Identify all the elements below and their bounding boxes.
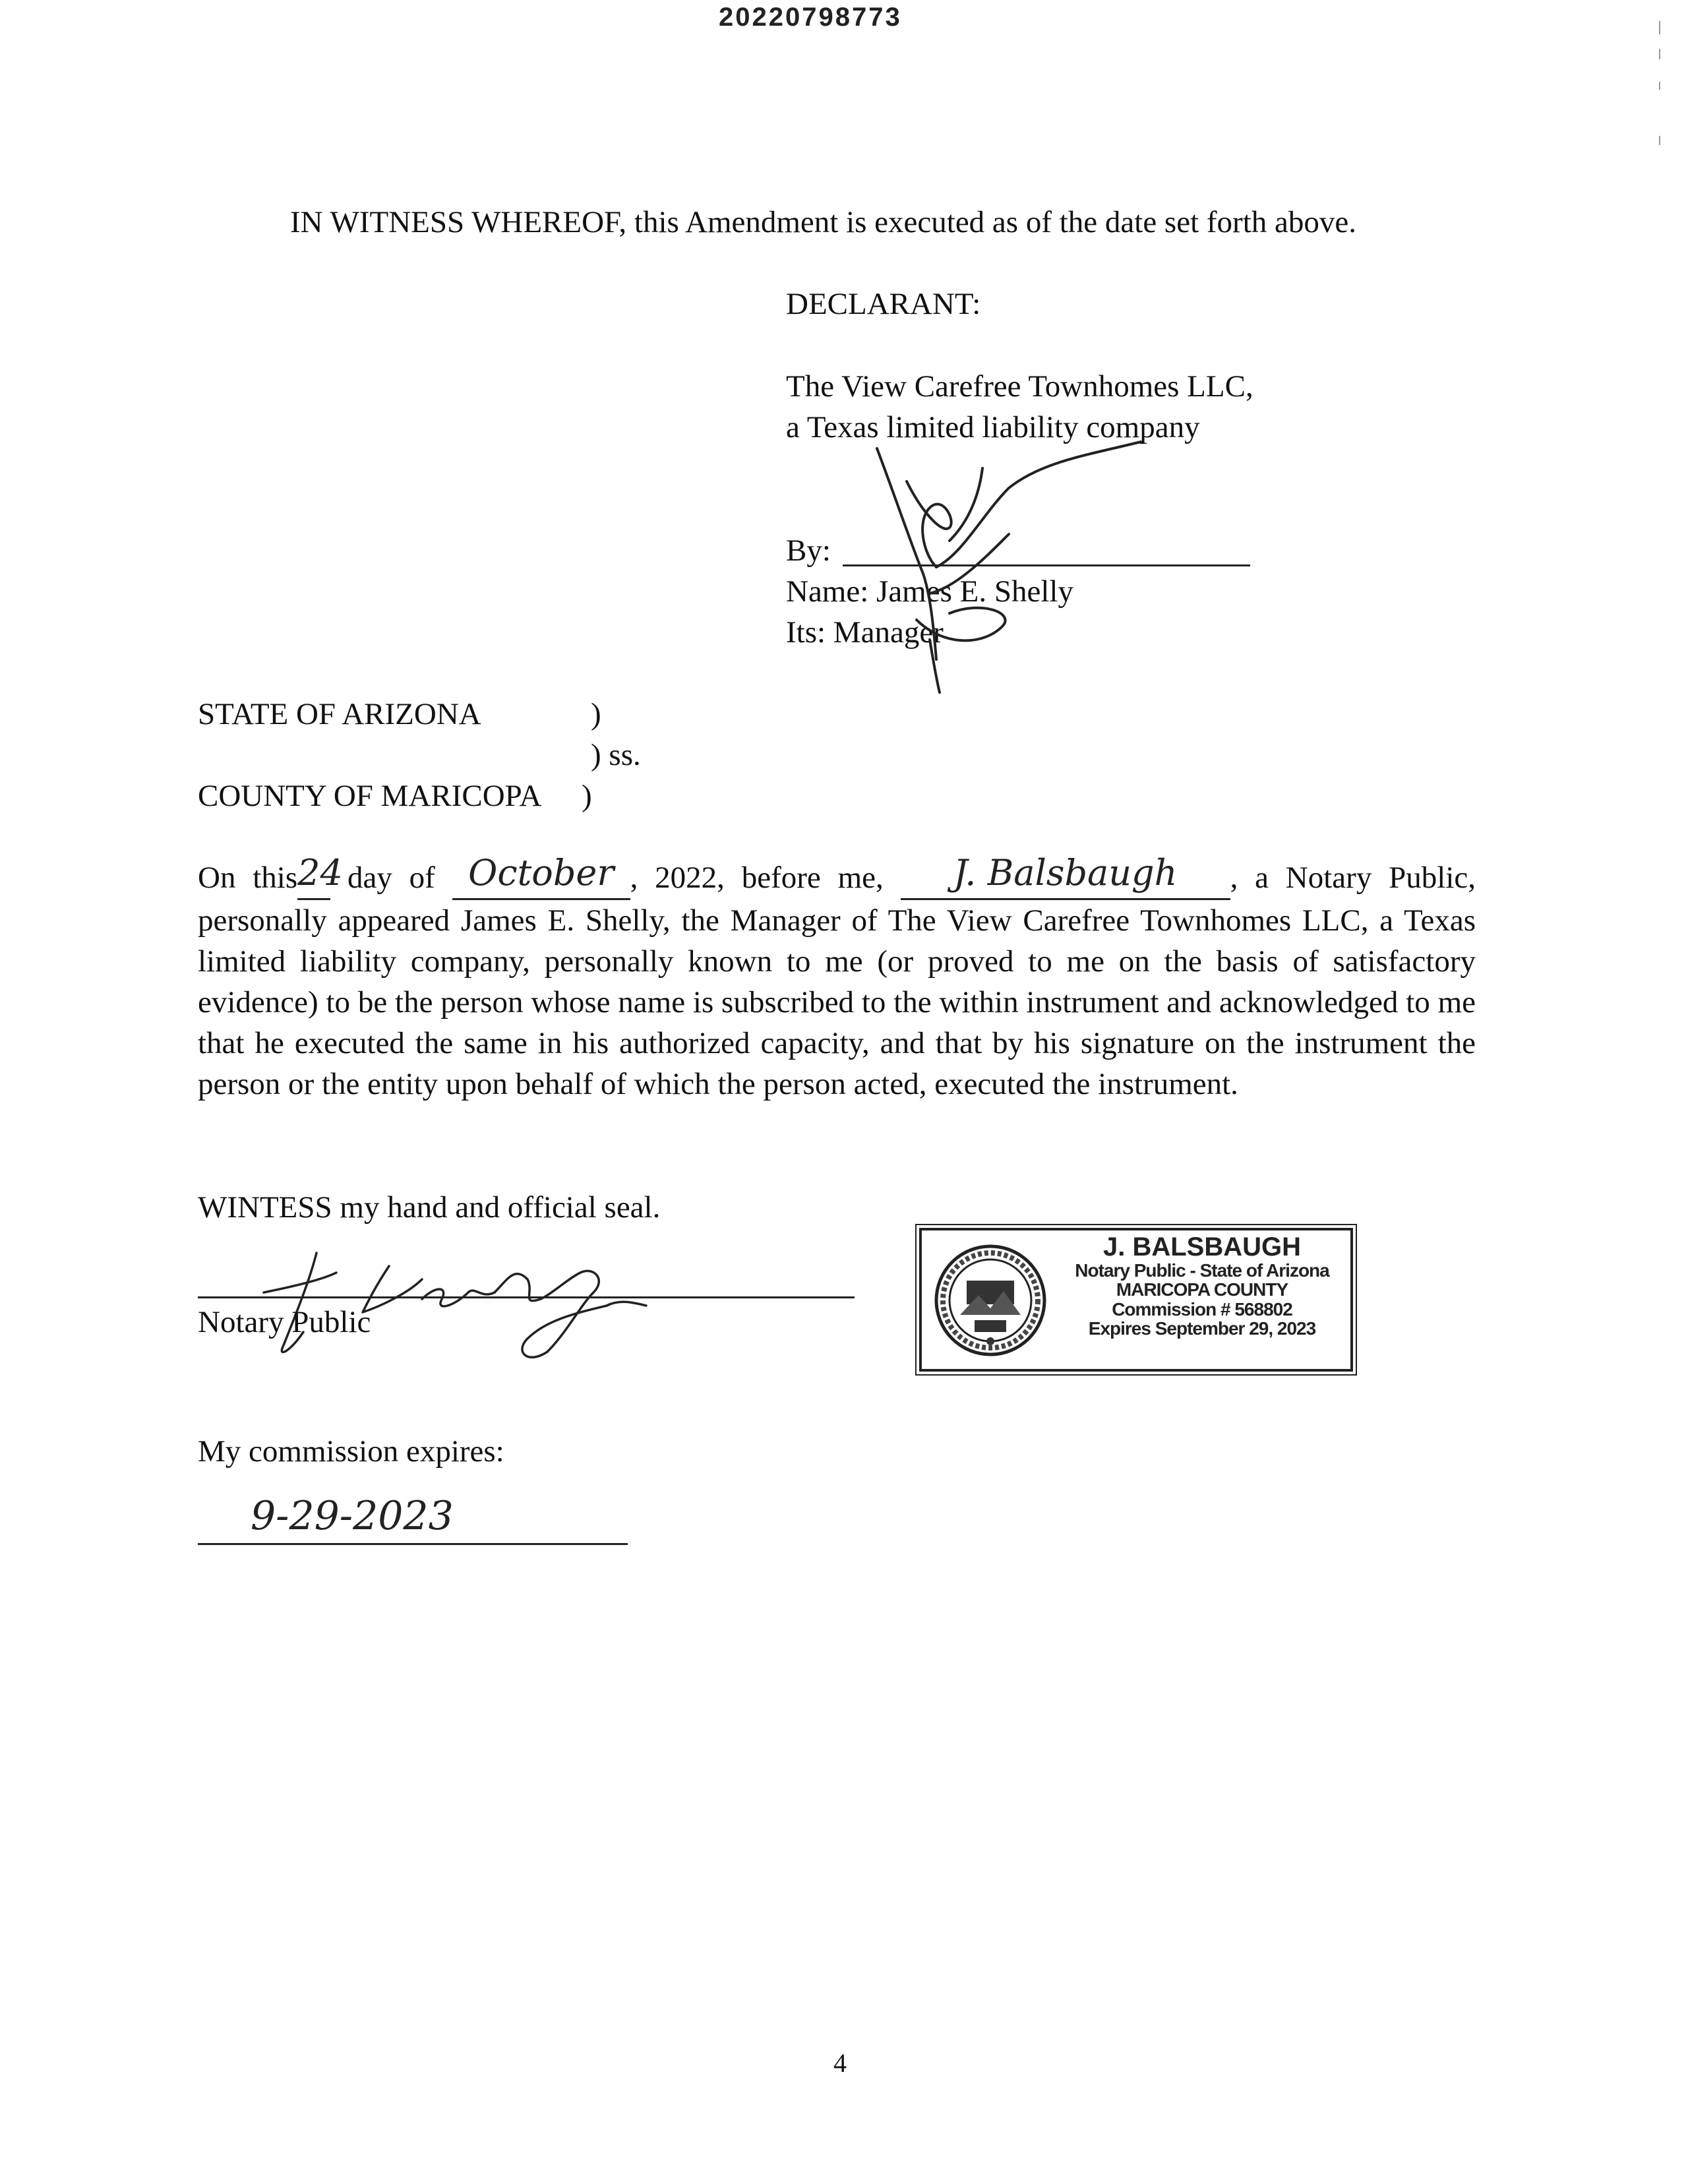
seal-line-commission: Commission # 568802 [1112,1298,1292,1320]
arizona-seal-emblem [932,1242,1048,1358]
margin-mark [1659,21,1660,34]
notary-public-label: Notary Public [198,1305,371,1339]
witness-clause: IN WITNESS WHEREOF, this Amendment is executed as of the date set forth above. [290,205,1356,239]
notary-name-handwritten: J. Balsbaugh [953,852,1178,894]
month-blank [452,852,630,900]
ack-text-day-of: day of [347,861,435,895]
margin-mark [1659,49,1660,59]
seal-line-notary-state: Notary Public - State of Arizona [1075,1260,1329,1281]
page-number: 4 [833,2048,847,2078]
margin-mark [1659,82,1660,90]
day-handwritten: 24 [297,852,343,894]
company-name: The View Carefree Townhomes LLC, [786,369,1253,404]
seal-line-expires: Expires September 29, 2023 [1088,1318,1316,1339]
signer-name: Name: James E. Shelly [786,574,1073,609]
commission-date-line [198,1543,628,1545]
ack-text-start: On this [198,861,298,895]
document-number: 20220798773 [719,3,902,32]
seal-line-county: MARICOPA COUNTY [1116,1279,1288,1300]
declarant-heading: DECLARANT: [786,287,981,321]
venue-state: STATE OF ARIZONA [198,697,481,731]
ack-text-year: , 2022, before me, [630,861,884,895]
signer-title: Its: Manager [786,615,944,650]
venue-county-paren: ) [582,779,592,813]
month-handwritten: October [468,852,615,894]
commission-label: My commission expires: [198,1434,504,1469]
commission-date-handwritten: 9-29-2023 [251,1493,454,1539]
seal-text-block [1054,1233,1350,1339]
notary-seal-stamp [919,1228,1353,1372]
company-type: a Texas limited liability company [786,410,1200,444]
venue-county: COUNTY OF MARICOPA [198,779,542,813]
declarant-signature [851,422,1167,699]
acknowledgment-paragraph [198,852,1476,1105]
venue-ss: ) ss. [591,738,641,772]
notary-name-blank [901,852,1230,900]
ack-text-body: , a Notary Public, personally appeared James E. Shelly, the Manager of The View Carefree Townhomes LLC, a Texas limited liability company, personally known to me (or proved to me on the basis of satisfactory evidence) to be the person whose name is subscribed to the within instrument and acknowledged to me that he executed the same in his authorized capacity, and that by his signature on the instrument the person or the entity upon behalf of which the person acted, executed the instrument. [198,861,1476,1101]
venue-state-paren: ) [591,697,601,731]
seal-notary-name: J. BALSBAUGH [1102,1232,1302,1261]
witness-seal-line: WINTESS my hand and official seal. [198,1190,661,1225]
by-label: By: [786,533,831,568]
margin-mark [1659,136,1660,145]
day-blank [297,852,343,900]
